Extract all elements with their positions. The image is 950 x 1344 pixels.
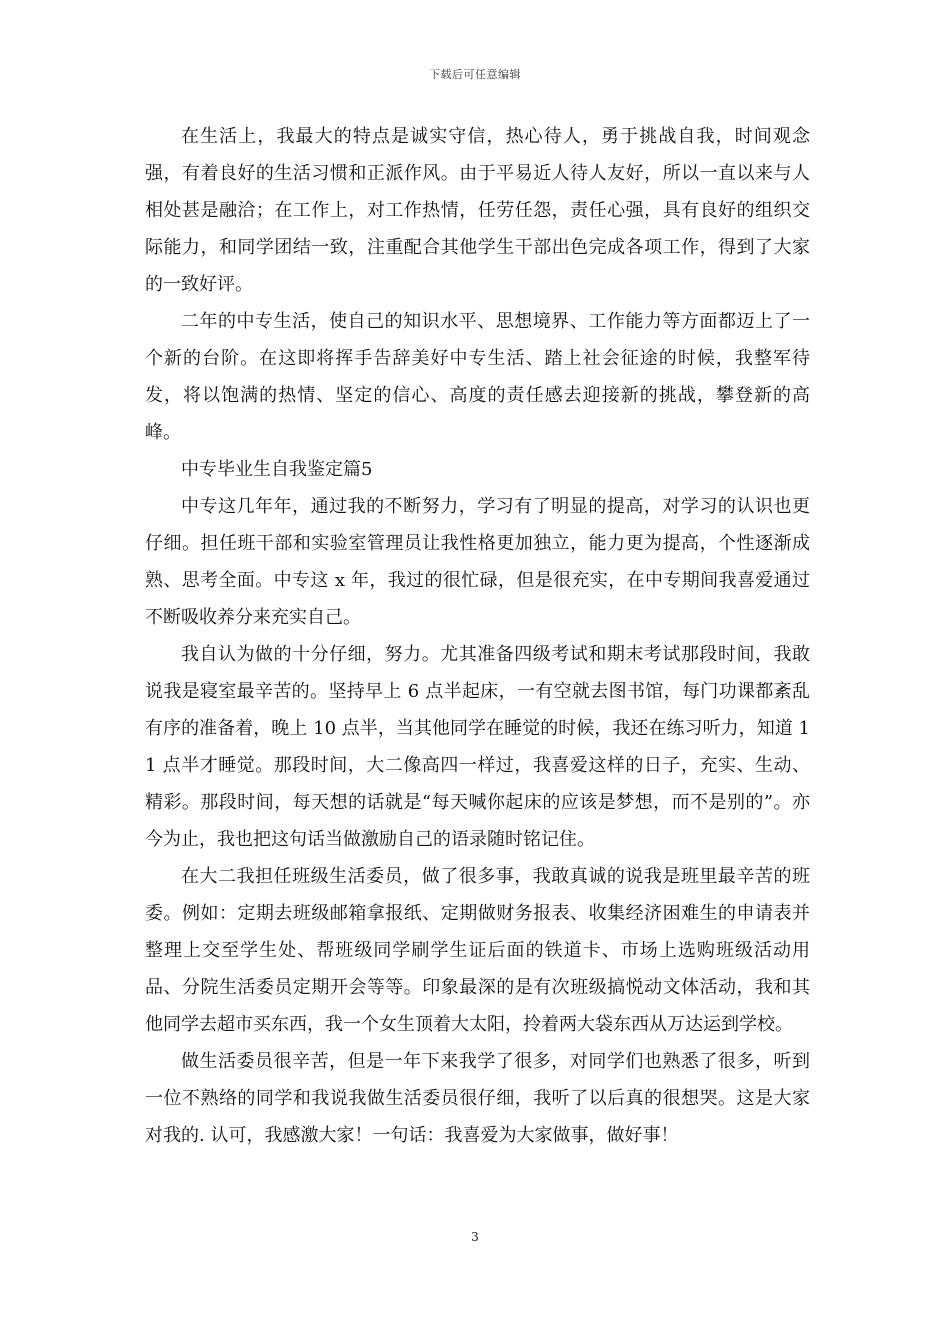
paragraph-gratitude: 做生活委员很辛苦，但是一年下来我学了很多，对同学们也熟悉了很多，听到一位不熟络的同学和我说我做生活委员很仔细，我听了以后真的很想哭。这是大家对我的. 认可，我感激大家！一句话：我喜爱为大家做事，做好事！: [145, 1051, 810, 1146]
page-number: 3: [471, 1230, 479, 1244]
paragraph-study-progress: 中专这几年年，通过我的不断努力，学习有了明显的提高，对学习的认识也更仔细。担任班干部和实验室管理员让我性格更加独立，能力更为提高，个性逐渐成熟、思考全面。中专这 x 年，我过的很忙碌，但是很充实，在中专期间我喜爱通过不断吸收养分来充实自己。: [145, 496, 810, 628]
document-body: [145, 118, 810, 1154]
paragraph-life-work: 在生活上，我最大的特点是诚实守信，热心待人，勇于挑战自我，时间观念强，有着良好的生活习惯和正派作风。由于平易近人待人友好，所以一直以来与人相处甚是融洽；在工作上，对工作热情，任劳任怨，责任心强，具有良好的组织交际能力，和同学团结一致，注重配合其他学生干部出色完成各项工作，得到了大家的一致好评。: [145, 126, 810, 295]
page-header: 下载后可任意编辑: [429, 68, 521, 81]
paragraph-exam-preparation: 我自认为做的十分仔细，努力。尤其准备四级考试和期末考试那段时间，我敢说我是寝室最辛苦的。坚持早上 6 点半起床，一有空就去图书馆，每门功课都紊乱有序的准备着，晚上 10 点半，当其他同学在睡觉的时候，我还在练习听力，知道 11 点半才睡觉。那段时间，大二像高四一样过，我喜爱这样的日子，充实、生动、精彩。那段时间，每天想的话就是“每天喊你起床的应该是梦想，而不是别的”。亦今为止，我也把这句话当做激励自己的语录随时铭记住。: [145, 644, 810, 850]
paragraph-two-years: 二年的中专生活，使自己的知识水平、思想境界、工作能力等方面都迈上了一个新的台阶。在这即将挥手告辞美好中专生活、踏上社会征途的时候，我整军待发，将以饱满的热情、坚定的信心、高度的责任感去迎接新的挑战，攀登新的高峰。: [145, 311, 810, 443]
section-heading: 中专毕业生自我鉴定篇5: [181, 459, 373, 480]
paragraph-class-committee: 在大二我担任班级生活委员，做了很多事，我敢真诚的说我是班里最辛苦的班委。例如：定期去班级邮箱拿报纸、定期做财务报表、收集经济困难生的申请表并整理上交至学生处、帮班级同学刷学生证后面的铁道卡、市场上选购班级活动用品、分院生活委员定期开会等等。印象最深的是有次班级搞悦动文体活动，我和其他同学去超市买东西，我一个女生顶着大太阳，拎着两大袋东西从万达运到学校。: [145, 866, 810, 1035]
